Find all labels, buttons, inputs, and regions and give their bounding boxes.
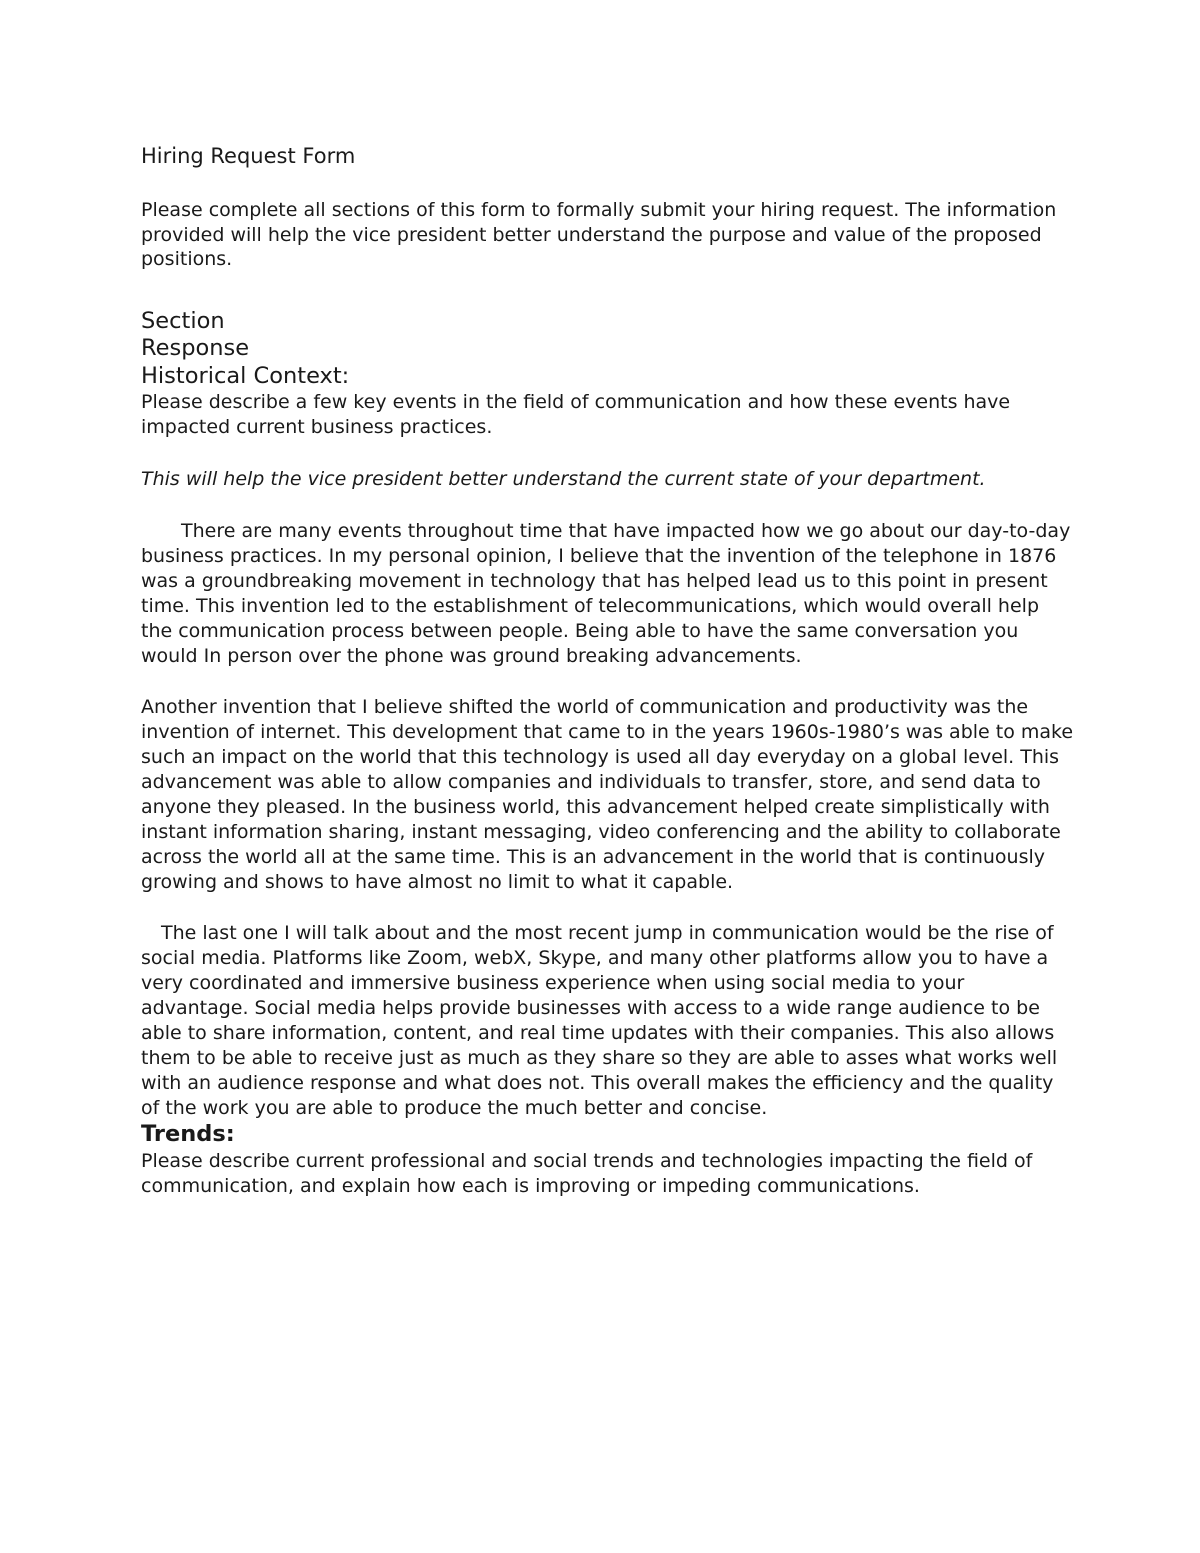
intro-paragraph: Please complete all sections of this form to formally submit your hiring request. The information provided will help the vice president better understand the purpose and value of the proposed positions. bbox=[141, 199, 1057, 270]
document-page bbox=[141, 142, 1076, 1199]
historical-context-heading: Historical Context: bbox=[141, 362, 350, 389]
historical-context-prompt: Please describe a few key events in the field of communication and how these events have impacted current business practices. bbox=[141, 391, 1011, 438]
response-paragraph-internet: Another invention that I believe shifted the world of communication and productivity was the invention of internet. This development that came to in the years 1960s-1980’s was able to make such an impact on the world that this technology is used all day everyday on a global level. This advancement was able to allow companies and individuals to transfer, store, and send data to anyone they pleased. In the business world, this advancement helped create simplistically with instant information sharing, instant messaging, video conferencing and the ability to collaborate across the world all at the same time. This is an advancement in the world that is continuously growing and shows to have almost no limit to what it capable. bbox=[141, 696, 1074, 893]
document-title: Hiring Request Form bbox=[141, 144, 356, 168]
section-label: Section bbox=[141, 307, 225, 334]
trends-prompt: Please describe current professional and social trends and technologies impacting the field of communication, and explain how each is improving or impeding communications. bbox=[141, 1149, 1033, 1197]
historical-context-note: This will help the vice president better understand the current state of your department. bbox=[141, 468, 986, 490]
section-header-block bbox=[141, 308, 1076, 391]
response-paragraph-social-media: The last one I will talk about and the most recent jump in communication would be the rise of social media. Platforms like Zoom, webX, Skype, and many other platforms allow you to have a very coordinated and immersive business experience when using social media to your advantage. Social media helps provide businesses with access to a wide range audience to be able to share information, content, and real time updates with their companies. This also allows them to be able to receive just as much as they share so they are able to asses what works well with an audience response and what does not. This overall makes the efficiency and the quality of the work you are able to produce the much better and concise. bbox=[141, 922, 1058, 1119]
trends-heading: Trends: bbox=[141, 1121, 235, 1147]
response-label: Response bbox=[141, 335, 250, 361]
response-paragraph-telephone: There are many events throughout time that have impacted how we go about our day-to-day business practices. In my personal opinion, I believe that the invention of the telephone in 1876 was a groundbreaking movement in technology that has helped lead us to this point in present time. This invention led to the establishment of telecommunications, which would overall help the communication process between people. Being able to have the same conversation you would In person over the phone was ground breaking advancements. bbox=[141, 520, 1071, 667]
